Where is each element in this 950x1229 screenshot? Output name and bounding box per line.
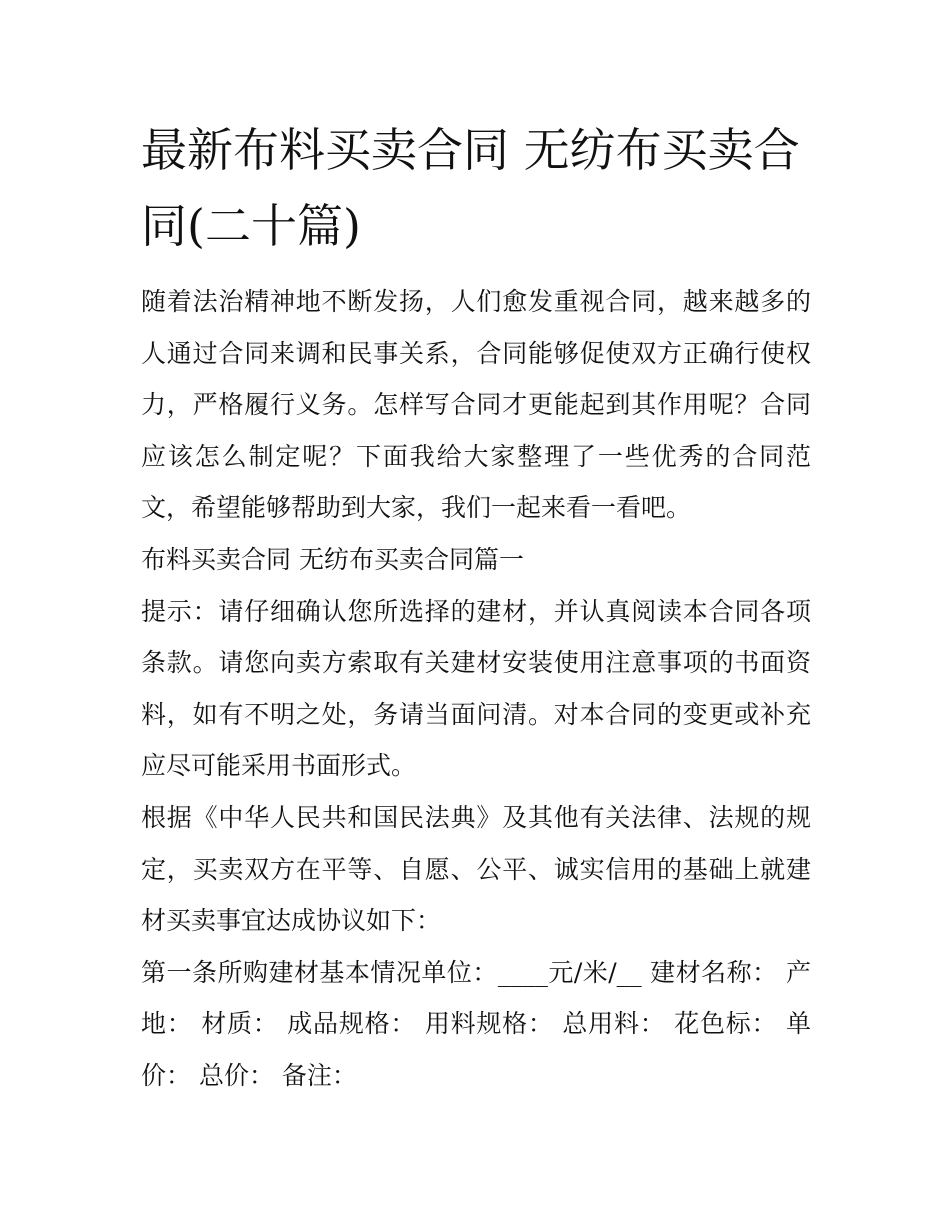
document-title: 最新布料买卖合同 无纺布买卖合同(二十篇) bbox=[141, 123, 800, 253]
article-one-paragraph: 第一条所购建材基本情况单位：____元/米/__ 建材名称： 产地： 材质： 成品规格： 用料规格： 总用料： 花色标： 单价： 总价： 备注： bbox=[141, 957, 811, 1090]
legal-basis-paragraph: 根据《中华人民共和国民法典》及其他有关法律、法规的规定，买卖双方在平等、自愿、公平、诚实信用的基础上就建材买卖事宜达成协议如下： bbox=[141, 802, 811, 936]
intro-paragraph: 随着法治精神地不断发扬，人们愈发重视合同，越来越多的人通过合同来调和民事关系，合同能够促使双方正确行使权力，严格履行义务。怎样写合同才更能起到其作用呢？合同应该怎么制定呢？下面我给大家整理了一些优秀的合同范文，希望能够帮助到大家，我们一起来看一看吧。 bbox=[141, 287, 811, 523]
document-body bbox=[141, 276, 811, 1102]
section-heading: 布料买卖合同 无纺布买卖合同篇一 bbox=[141, 544, 524, 574]
notice-paragraph: 提示：请仔细确认您所选择的建材，并认真阅读本合同各项条款。请您向卖方索取有关建材安装使用注意事项的书面资料，如有不明之处，务请当面问清。对本合同的变更或补充应尽可能采用书面形式。 bbox=[141, 596, 811, 781]
document-content bbox=[141, 112, 811, 1102]
